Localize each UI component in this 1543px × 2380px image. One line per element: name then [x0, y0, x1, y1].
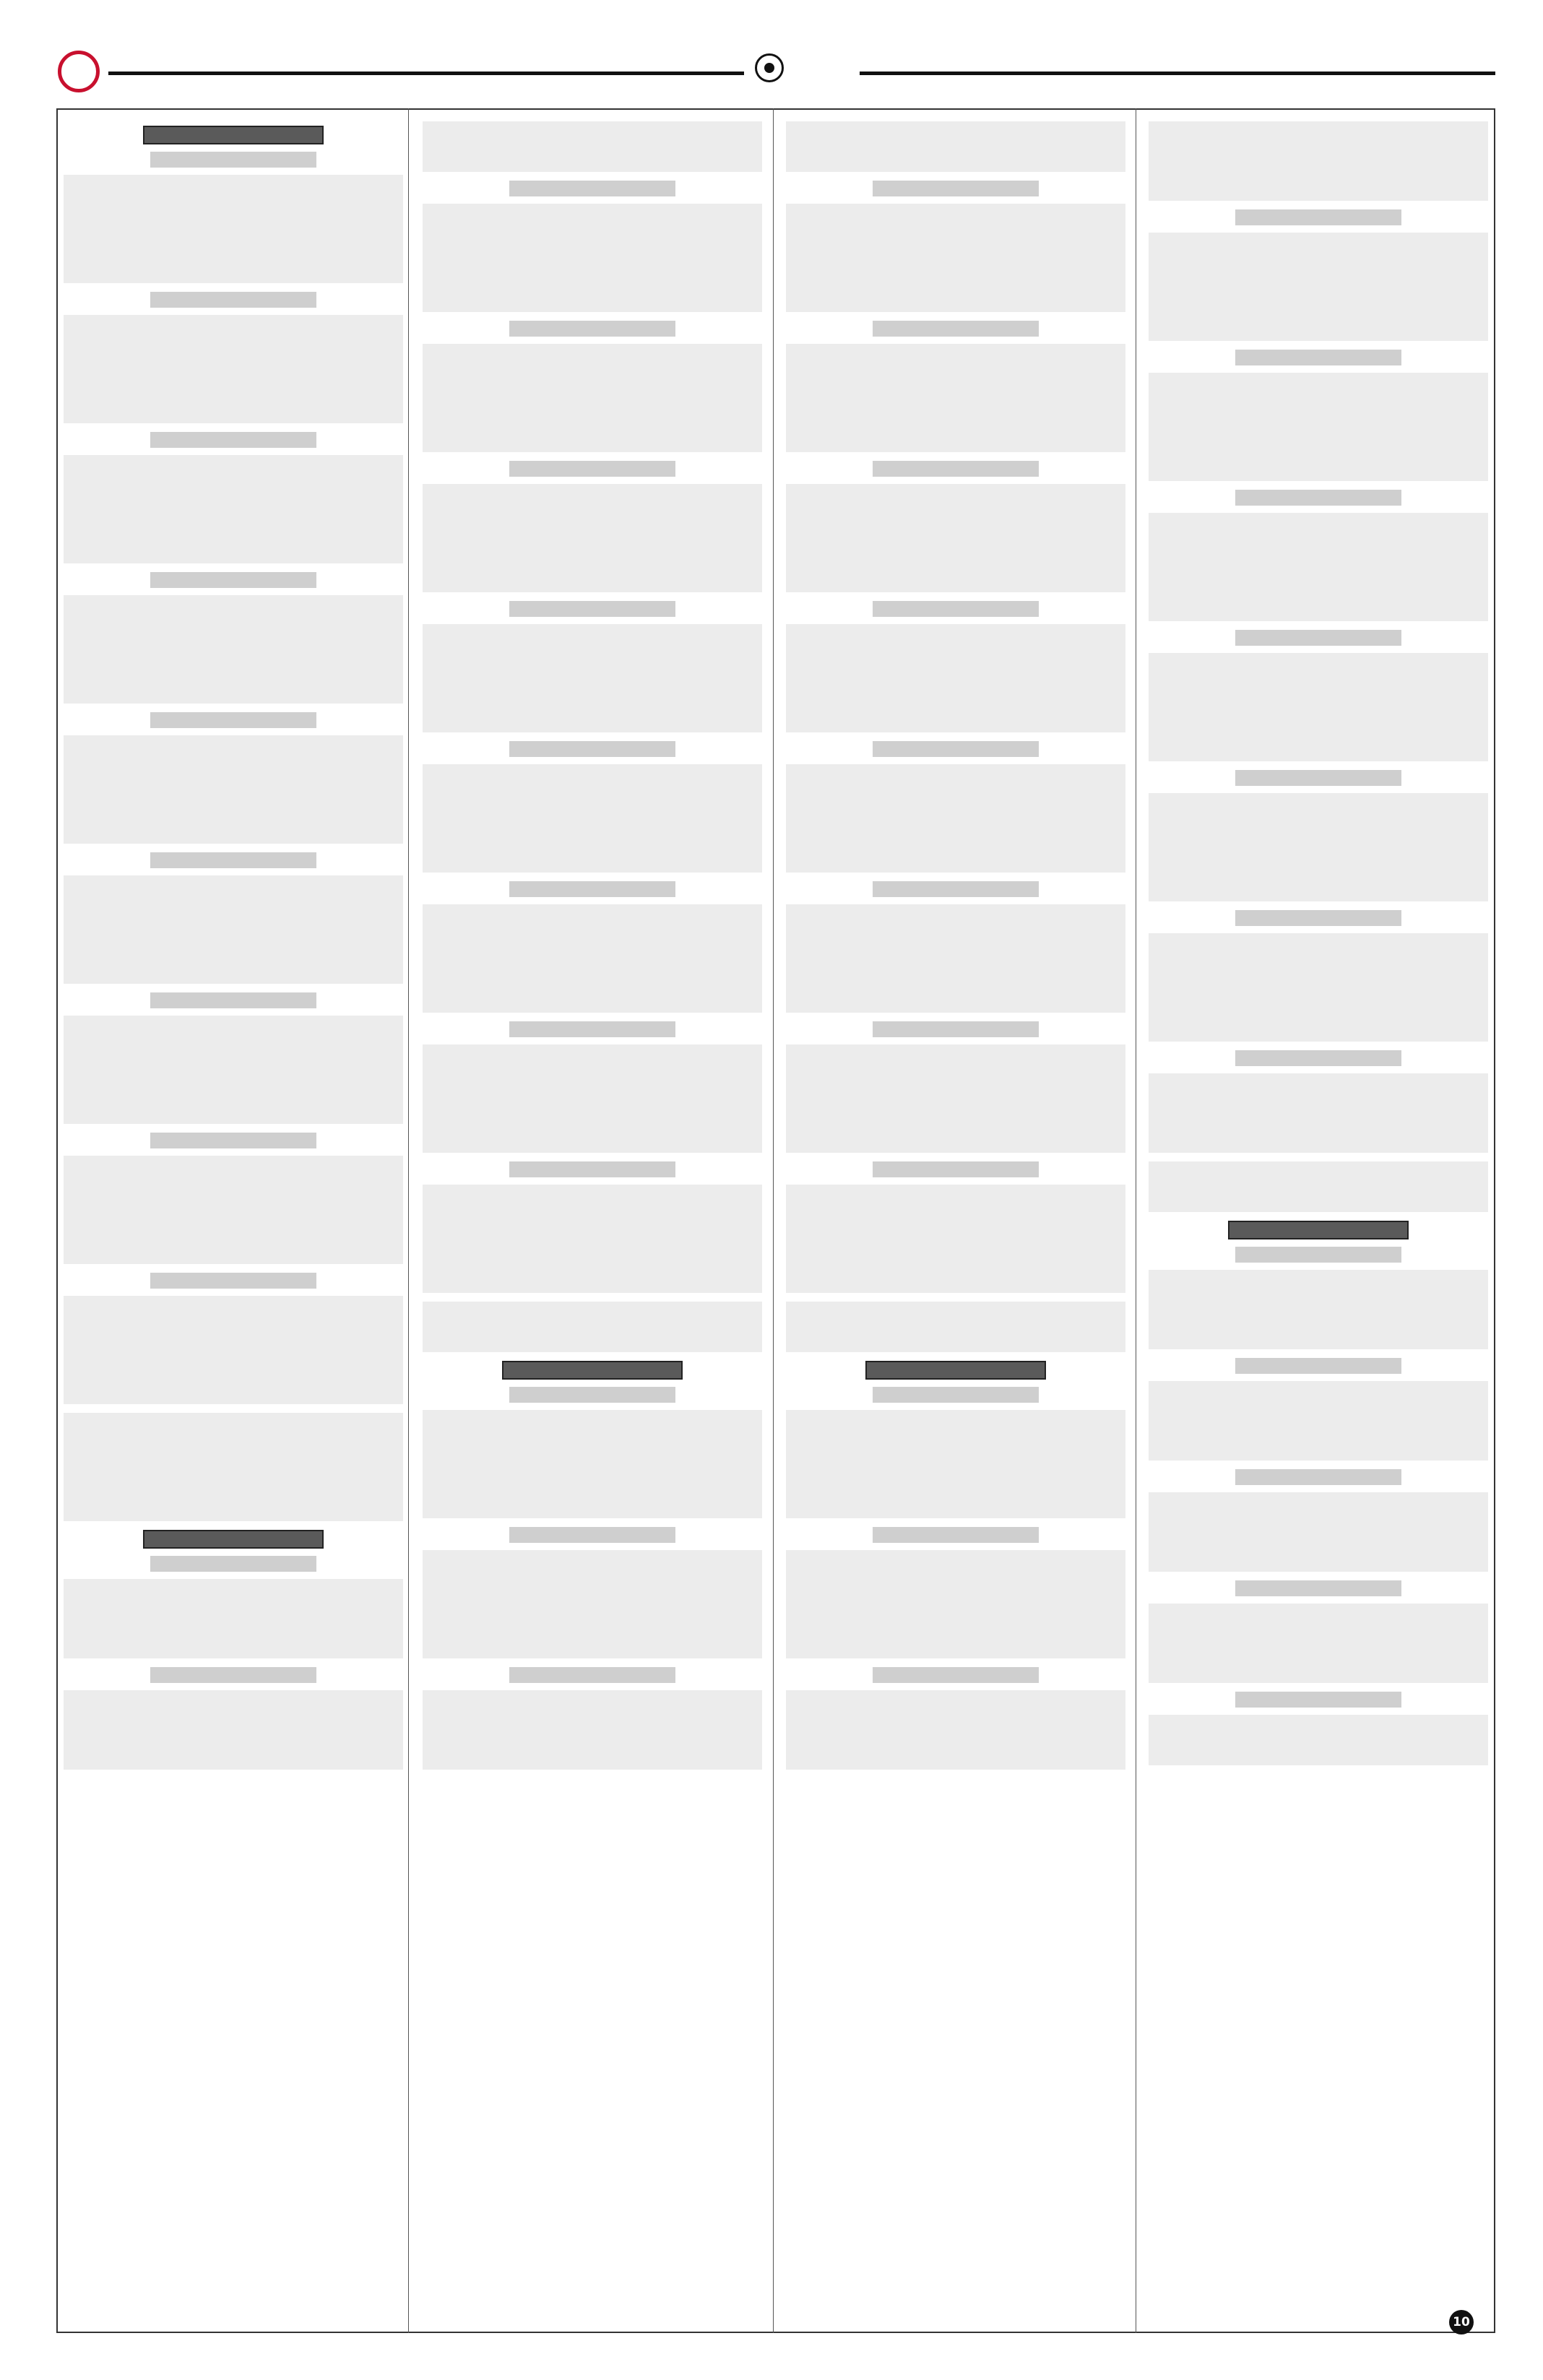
- article-text-block: [1149, 233, 1488, 341]
- article-text-block: [64, 595, 403, 704]
- text-column-2: [423, 121, 762, 1778]
- branch-heading: [873, 321, 1039, 337]
- article-text-block: [1149, 1715, 1488, 1765]
- branch-heading: [150, 852, 316, 868]
- branch-heading: [509, 601, 675, 617]
- article-text-block: [423, 1690, 762, 1770]
- article-text-block: [64, 1016, 403, 1124]
- article-text-block: [423, 1550, 762, 1658]
- article-text-block: [64, 875, 403, 984]
- section-header-bar: [143, 126, 324, 144]
- article-text-block: [1149, 121, 1488, 201]
- article-text-block: [786, 344, 1125, 452]
- article-text-block: [423, 904, 762, 1013]
- booth-agent-list: [786, 1302, 1125, 1352]
- article-text-block: [64, 1296, 403, 1404]
- branch-heading: [509, 321, 675, 337]
- header-rule-left: [108, 72, 744, 75]
- section-header-bar: [1228, 1221, 1409, 1239]
- branch-heading: [1235, 1692, 1401, 1708]
- article-text-block: [1149, 793, 1488, 901]
- page-header: [43, 48, 1495, 91]
- article-text-block: [64, 315, 403, 423]
- article-text-block: [1149, 1492, 1488, 1572]
- article-text-block: [786, 1044, 1125, 1153]
- article-text-block: [64, 1156, 403, 1264]
- booth-agent-list: [423, 1302, 762, 1352]
- article-text-block: [1149, 373, 1488, 481]
- article-text-block: [423, 484, 762, 592]
- article-text-block: [786, 1690, 1125, 1770]
- branch-heading: [150, 572, 316, 588]
- branch-heading: [509, 461, 675, 477]
- article-text-block: [423, 1410, 762, 1518]
- article-text-block: [1149, 933, 1488, 1042]
- article-text-block: [1149, 1073, 1488, 1153]
- branch-heading: [509, 181, 675, 196]
- column-divider: [773, 108, 774, 2333]
- booth-agent-list: [1149, 1161, 1488, 1212]
- article-text-block: [1149, 1604, 1488, 1683]
- text-column-3: [786, 121, 1125, 1778]
- article-text-block: [64, 455, 403, 563]
- branch-heading: [873, 461, 1039, 477]
- article-text-block: [423, 121, 762, 172]
- article-text-block: [423, 204, 762, 312]
- article-text-block: [1149, 1381, 1488, 1461]
- article-text-block: [423, 1044, 762, 1153]
- branch-heading: [1235, 1469, 1401, 1485]
- text-column-1: [64, 121, 403, 1778]
- branch-heading: [1235, 1050, 1401, 1066]
- article-text-block: [786, 764, 1125, 873]
- branch-heading: [873, 1667, 1039, 1683]
- article-text-block: [423, 1185, 762, 1293]
- article-text-block: [423, 344, 762, 452]
- article-text-block: [786, 1550, 1125, 1658]
- booth-agent-list: [64, 1413, 403, 1521]
- branch-heading: [509, 1527, 675, 1543]
- branch-heading: [150, 1273, 316, 1289]
- branch-heading: [150, 152, 316, 168]
- header-rule-right: [860, 72, 1495, 75]
- branch-heading: [150, 992, 316, 1008]
- branch-heading: [1235, 1580, 1401, 1596]
- branch-heading: [1235, 1358, 1401, 1374]
- article-text-block: [64, 175, 403, 283]
- column-divider: [408, 108, 409, 2333]
- article-text-block: [423, 764, 762, 873]
- branch-heading: [873, 1021, 1039, 1037]
- masthead-emblem-icon: [755, 53, 784, 82]
- branch-heading: [509, 741, 675, 757]
- article-text-block: [64, 1690, 403, 1770]
- branch-heading: [873, 881, 1039, 897]
- header-circle-ornament: [58, 51, 100, 92]
- section-header-bar: [502, 1361, 683, 1380]
- branch-heading: [1235, 1247, 1401, 1263]
- branch-heading: [509, 1161, 675, 1177]
- article-text-block: [64, 735, 403, 844]
- article-text-block: [1149, 1270, 1488, 1349]
- branch-heading: [509, 1667, 675, 1683]
- branch-heading: [150, 432, 316, 448]
- branch-heading: [873, 741, 1039, 757]
- branch-heading: [509, 1387, 675, 1403]
- branch-heading: [150, 1667, 316, 1683]
- branch-heading: [150, 292, 316, 308]
- article-text-block: [786, 624, 1125, 732]
- branch-heading: [873, 1527, 1039, 1543]
- branch-heading: [150, 1556, 316, 1572]
- article-text-block: [786, 484, 1125, 592]
- branch-heading: [1235, 350, 1401, 365]
- branch-heading: [873, 181, 1039, 196]
- article-text-block: [1149, 653, 1488, 761]
- branch-heading: [873, 1387, 1039, 1403]
- page-number: 10: [1449, 2310, 1474, 2334]
- branch-heading: [150, 1133, 316, 1148]
- text-column-4: [1149, 121, 1488, 1774]
- branch-heading: [1235, 209, 1401, 225]
- branch-heading: [150, 712, 316, 728]
- article-text-block: [1149, 513, 1488, 621]
- article-text-block: [423, 624, 762, 732]
- article-text-block: [64, 1579, 403, 1658]
- article-text-block: [786, 1410, 1125, 1518]
- section-header-bar: [865, 1361, 1046, 1380]
- branch-heading: [509, 1021, 675, 1037]
- branch-heading: [1235, 630, 1401, 646]
- article-text-block: [786, 904, 1125, 1013]
- article-text-block: [786, 1185, 1125, 1293]
- branch-heading: [1235, 910, 1401, 926]
- branch-heading: [873, 601, 1039, 617]
- branch-heading: [509, 881, 675, 897]
- section-header-bar: [143, 1530, 324, 1549]
- branch-heading: [1235, 490, 1401, 506]
- branch-heading: [873, 1161, 1039, 1177]
- branch-heading: [1235, 770, 1401, 786]
- article-text-block: [786, 204, 1125, 312]
- article-text-block: [786, 121, 1125, 172]
